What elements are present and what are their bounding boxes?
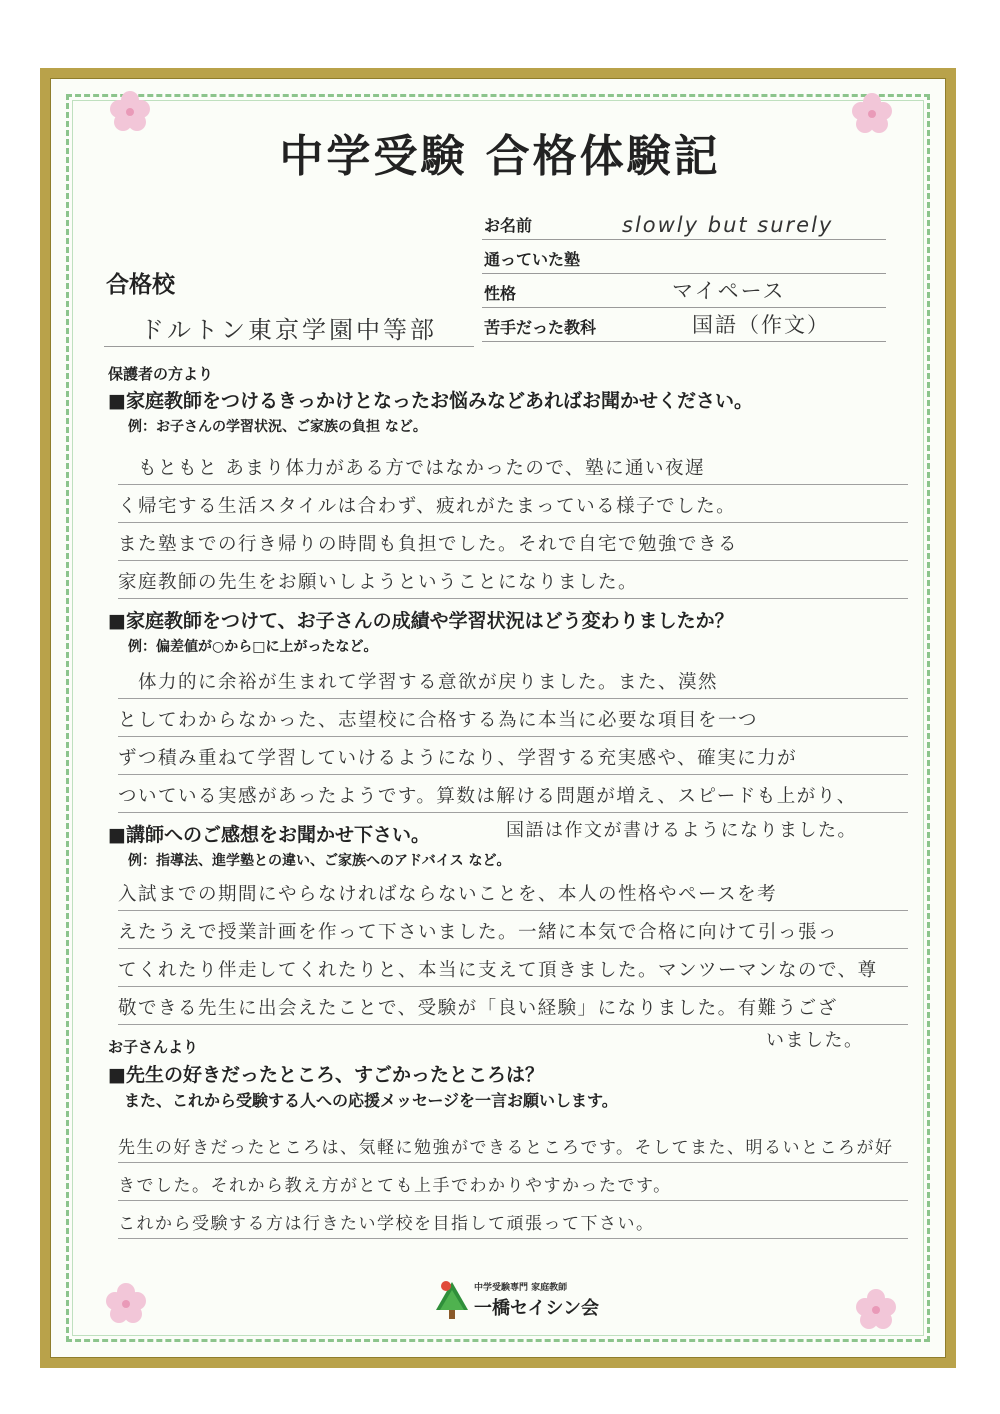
flower-icon	[104, 1282, 148, 1326]
weak-subject-label: 苦手だった教科	[484, 318, 597, 337]
q1-line: 家庭教師の先生をお願いしようということになりました。	[118, 560, 908, 599]
q3-line: 入試までの期間にやらなければならないことを、本人の性格やペースを考	[118, 872, 908, 911]
q1-question: ■家庭教師をつけるきっかけとなったお悩みなどあればお聞かせください。	[108, 390, 753, 412]
q4-question-sub: また、これから受験する人への応援メッセージを一言お願いします。	[124, 1091, 618, 1110]
personality-label: 性格	[484, 284, 517, 303]
q1-line: く帰宅する生活スタイルは合わず、疲れがたまっている様子でした。	[118, 484, 908, 523]
tree-logo-icon	[434, 1278, 470, 1320]
school-underline	[104, 346, 474, 347]
personality-value: マイペース	[672, 279, 786, 303]
parent-section-heading: 保護者の方より	[108, 365, 214, 383]
q3-line: えたうえで授業計画を作って下さいました。一緒に本気で合格に向けて引っ張っ	[118, 910, 908, 949]
q2-line: 体力的に余裕が生まれて学習する意欲が戻りました。また、漠然	[118, 660, 908, 699]
q1-example: 例：お子さんの学習状況、ご家族の負担 など。	[128, 419, 427, 435]
q1-line: もともと あまり体力がある方ではなかったので、塾に通い夜遅	[118, 446, 908, 485]
school-value: ドルトン東京学園中等部	[140, 316, 437, 344]
q2-line: としてわからなかった、志望校に合格する為に本当に必要な項目を一つ	[118, 698, 908, 737]
weak-subject-row	[482, 308, 886, 342]
juku-row	[482, 240, 886, 274]
child-section-heading: お子さんより	[108, 1038, 199, 1056]
name-label: お名前	[484, 216, 533, 235]
flower-icon	[854, 1288, 898, 1332]
q4-line: きでした。それから教え方がとても上手でわかりやすかったです。	[118, 1162, 908, 1201]
logo-name: 一橋セイシン会	[474, 1298, 600, 1319]
q4-question: ■先生の好きだったところ、すごかったところは？	[108, 1064, 544, 1086]
q2-question: ■家庭教師をつけて、お子さんの成績や学習状況はどう変わりましたか？	[108, 610, 734, 632]
q3-line: 敬できる先生に出会えたことで、受験が「良い経験」になりました。有難うござ	[118, 986, 908, 1025]
q2-line: ついている実感があったようです。算数は解ける問題が増え、スピードも上がり、	[118, 774, 908, 813]
juku-label: 通っていた塾	[484, 250, 581, 269]
logo-tagline: 中学受験専門 家庭教師	[474, 1283, 568, 1293]
q3-question: ■講師へのご感想をお聞かせ下さい。	[108, 824, 430, 846]
q3-line: てくれたり伴走してくれたりと、本当に支えて頂きました。マンツーマンなので、尊	[118, 948, 908, 987]
q2-line: ずつ積み重ねて学習していけるようになり、学習する充実感や、確実に力が	[118, 736, 908, 775]
q3-example: 例：指導法、進学塾との違い、ご家族へのアドバイス など。	[128, 853, 511, 869]
page-title: 中学受験 合格体験記	[279, 131, 721, 182]
q3-extra-line: いました。	[766, 1030, 864, 1051]
q1-line: また塾までの行き帰りの時間も負担でした。それで自宅で勉強できる	[118, 522, 908, 561]
q2-extra-line: 国語は作文が書けるようになりました。	[506, 820, 857, 841]
name-row	[482, 206, 886, 240]
weak-subject-value: 国語（作文）	[692, 313, 830, 337]
q2-example: 例：偏差値が○から□に上がったなど。	[128, 639, 378, 655]
company-logo	[434, 1278, 600, 1320]
name-value: slowly but surely	[622, 213, 834, 237]
q4-line: これから受験する方は行きたい学校を目指して頑張って下さい。	[118, 1200, 908, 1239]
school-label: 合格校	[106, 272, 175, 298]
q4-line: 先生の好きだったところは、気軽に勉強ができるところです。そしてまた、明るいところが好	[118, 1124, 908, 1163]
personality-row	[482, 274, 886, 308]
